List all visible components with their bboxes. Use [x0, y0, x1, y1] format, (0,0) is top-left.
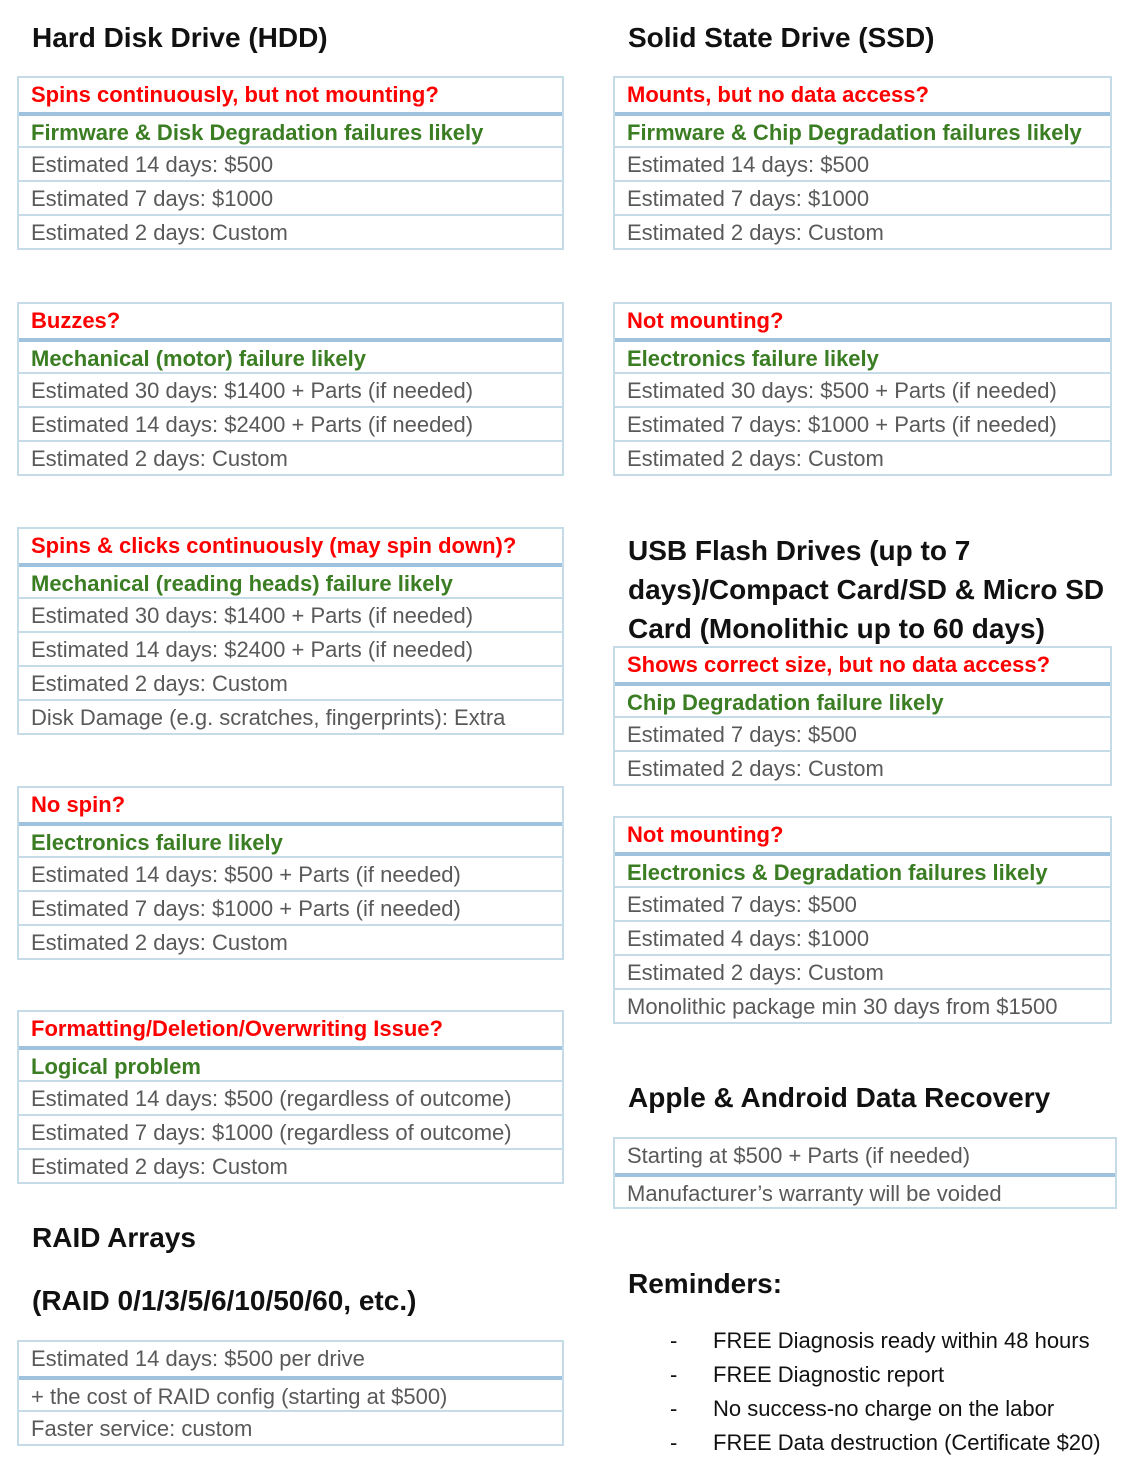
raid-title: RAID Arrays [32, 1222, 196, 1253]
hdd-card-option: Estimated 14 days: $2400 + Parts (if needed) [19, 631, 562, 665]
raid-row: Estimated 14 days: $500 per drive [31, 1346, 365, 1371]
ssd-card-failure: Firmware & Chip Degradation failures likely [615, 112, 1110, 146]
hdd-card-failure: Mechanical (reading heads) failure likely [19, 563, 562, 597]
usb-card-option: Estimated 7 days: $500 [615, 886, 1110, 920]
hdd-card-question: Formatting/Deletion/Overwriting Issue? [31, 1016, 443, 1041]
hdd-card-question: No spin? [31, 792, 126, 817]
hdd-card-buzzes [17, 302, 564, 476]
ssd-card-option: Estimated 2 days: Custom [615, 440, 1110, 474]
ssd-card-option: Estimated 7 days: $1000 + Parts (if needed) [615, 406, 1110, 440]
ssd-title: Solid State Drive (SSD) [628, 22, 935, 53]
hdd-card-failure: Logical problem [19, 1046, 562, 1080]
bullet-dash: - [670, 1328, 678, 1353]
mobile-title: Apple & Android Data Recovery [628, 1082, 1051, 1113]
reminder-text: No success-no charge on the labor [713, 1396, 1055, 1421]
usb-title-line: USB Flash Drives (up to 7 [628, 535, 971, 566]
hdd-card-spins-not-mounting [17, 76, 564, 250]
usb-card-option: Estimated 7 days: $500 [615, 716, 1110, 750]
reminder-text: FREE Data destruction (Certificate $20) [713, 1430, 1101, 1455]
reminder-item [666, 1324, 1101, 1358]
reminders-list [666, 1324, 1101, 1460]
usb-card-failure: Chip Degradation failure likely [615, 682, 1110, 716]
bullet-dash: - [670, 1362, 678, 1387]
ssd-card-option: Estimated 14 days: $500 [615, 146, 1110, 180]
ssd-card-mounts-no-access [613, 76, 1112, 250]
reminder-text: FREE Diagnostic report [713, 1362, 945, 1387]
ssd-card-option: Estimated 2 days: Custom [615, 214, 1110, 248]
hdd-card-failure: Firmware & Disk Degradation failures likely [19, 112, 562, 146]
hdd-card-option: Estimated 7 days: $1000 [19, 180, 562, 214]
hdd-card-no-spin [17, 786, 564, 960]
mobile-row: Starting at $500 + Parts (if needed) [627, 1143, 971, 1168]
usb-card-option: Estimated 2 days: Custom [615, 954, 1110, 988]
hdd-card-option: Estimated 2 days: Custom [19, 440, 562, 474]
raid-row: Faster service: custom [19, 1410, 562, 1444]
hdd-card-option: Estimated 2 days: Custom [19, 1148, 562, 1182]
hdd-card-option: Estimated 14 days: $500 [19, 146, 562, 180]
ssd-card-failure: Electronics failure likely [615, 338, 1110, 372]
hdd-card-option: Estimated 14 days: $500 (regardless of outcome) [19, 1080, 562, 1114]
hdd-card-option: Estimated 2 days: Custom [19, 924, 562, 958]
usb-card-failure: Electronics & Degradation failures likely [615, 852, 1110, 886]
hdd-card-failure: Mechanical (motor) failure likely [19, 338, 562, 372]
ssd-card-option: Estimated 7 days: $1000 [615, 180, 1110, 214]
hdd-card-option: Estimated 14 days: $2400 + Parts (if needed) [19, 406, 562, 440]
usb-card-option: Estimated 4 days: $1000 [615, 920, 1110, 954]
hdd-card-logical [17, 1010, 564, 1184]
ssd-card-question: Mounts, but no data access? [627, 82, 929, 107]
hdd-card-option: Estimated 7 days: $1000 (regardless of outcome) [19, 1114, 562, 1148]
hdd-card-question: Spins & clicks continuously (may spin down)? [31, 533, 517, 558]
hdd-card-failure: Electronics failure likely [19, 822, 562, 856]
mobile-card [613, 1137, 1117, 1209]
usb-card-no-data-access [613, 646, 1112, 786]
hdd-card-option: Estimated 30 days: $1400 + Parts (if needed) [19, 597, 562, 631]
hdd-card-option: Estimated 7 days: $1000 + Parts (if needed) [19, 890, 562, 924]
usb-card-option: Estimated 2 days: Custom [615, 750, 1110, 784]
hdd-card-option: Estimated 2 days: Custom [19, 214, 562, 248]
hdd-card-option: Estimated 14 days: $500 + Parts (if needed) [19, 856, 562, 890]
bullet-dash: - [670, 1396, 678, 1421]
hdd-card-question: Buzzes? [31, 308, 121, 333]
hdd-card-option: Estimated 2 days: Custom [19, 665, 562, 699]
reminder-item [666, 1426, 1101, 1460]
usb-card-not-mounting [613, 816, 1112, 1024]
hdd-title: Hard Disk Drive (HDD) [32, 22, 328, 53]
hdd-card-option: Estimated 30 days: $1400 + Parts (if needed) [19, 372, 562, 406]
reminders-title: Reminders: [628, 1268, 783, 1299]
usb-title-line: Card (Monolithic up to 60 days) [628, 613, 1045, 644]
usb-card-question: Not mounting? [627, 822, 784, 847]
raid-subtitle: (RAID 0/1/3/5/6/10/50/60, etc.) [32, 1285, 417, 1316]
ssd-card-question: Not mounting? [627, 308, 784, 333]
reminder-item [666, 1392, 1101, 1426]
mobile-row: Manufacturer’s warranty will be voided [615, 1173, 1115, 1207]
usb-card-question: Shows correct size, but no data access? [627, 652, 1051, 677]
raid-card [17, 1340, 564, 1446]
reminder-item [666, 1358, 1101, 1392]
hdd-card-option: Disk Damage (e.g. scratches, fingerprints): Extra [19, 699, 562, 733]
raid-row: + the cost of RAID config (starting at $500) [19, 1376, 562, 1410]
bullet-dash: - [670, 1430, 678, 1455]
usb-card-option: Monolithic package min 30 days from $1500 [615, 988, 1110, 1022]
reminder-text: FREE Diagnosis ready within 48 hours [713, 1328, 1090, 1353]
usb-title-line: days)/Compact Card/SD & Micro SD [628, 574, 1105, 605]
ssd-card-not-mounting [613, 302, 1112, 476]
hdd-card-spins-clicks [17, 527, 564, 735]
hdd-card-question: Spins continuously, but not mounting? [31, 82, 439, 107]
ssd-card-option: Estimated 30 days: $500 + Parts (if needed) [615, 372, 1110, 406]
